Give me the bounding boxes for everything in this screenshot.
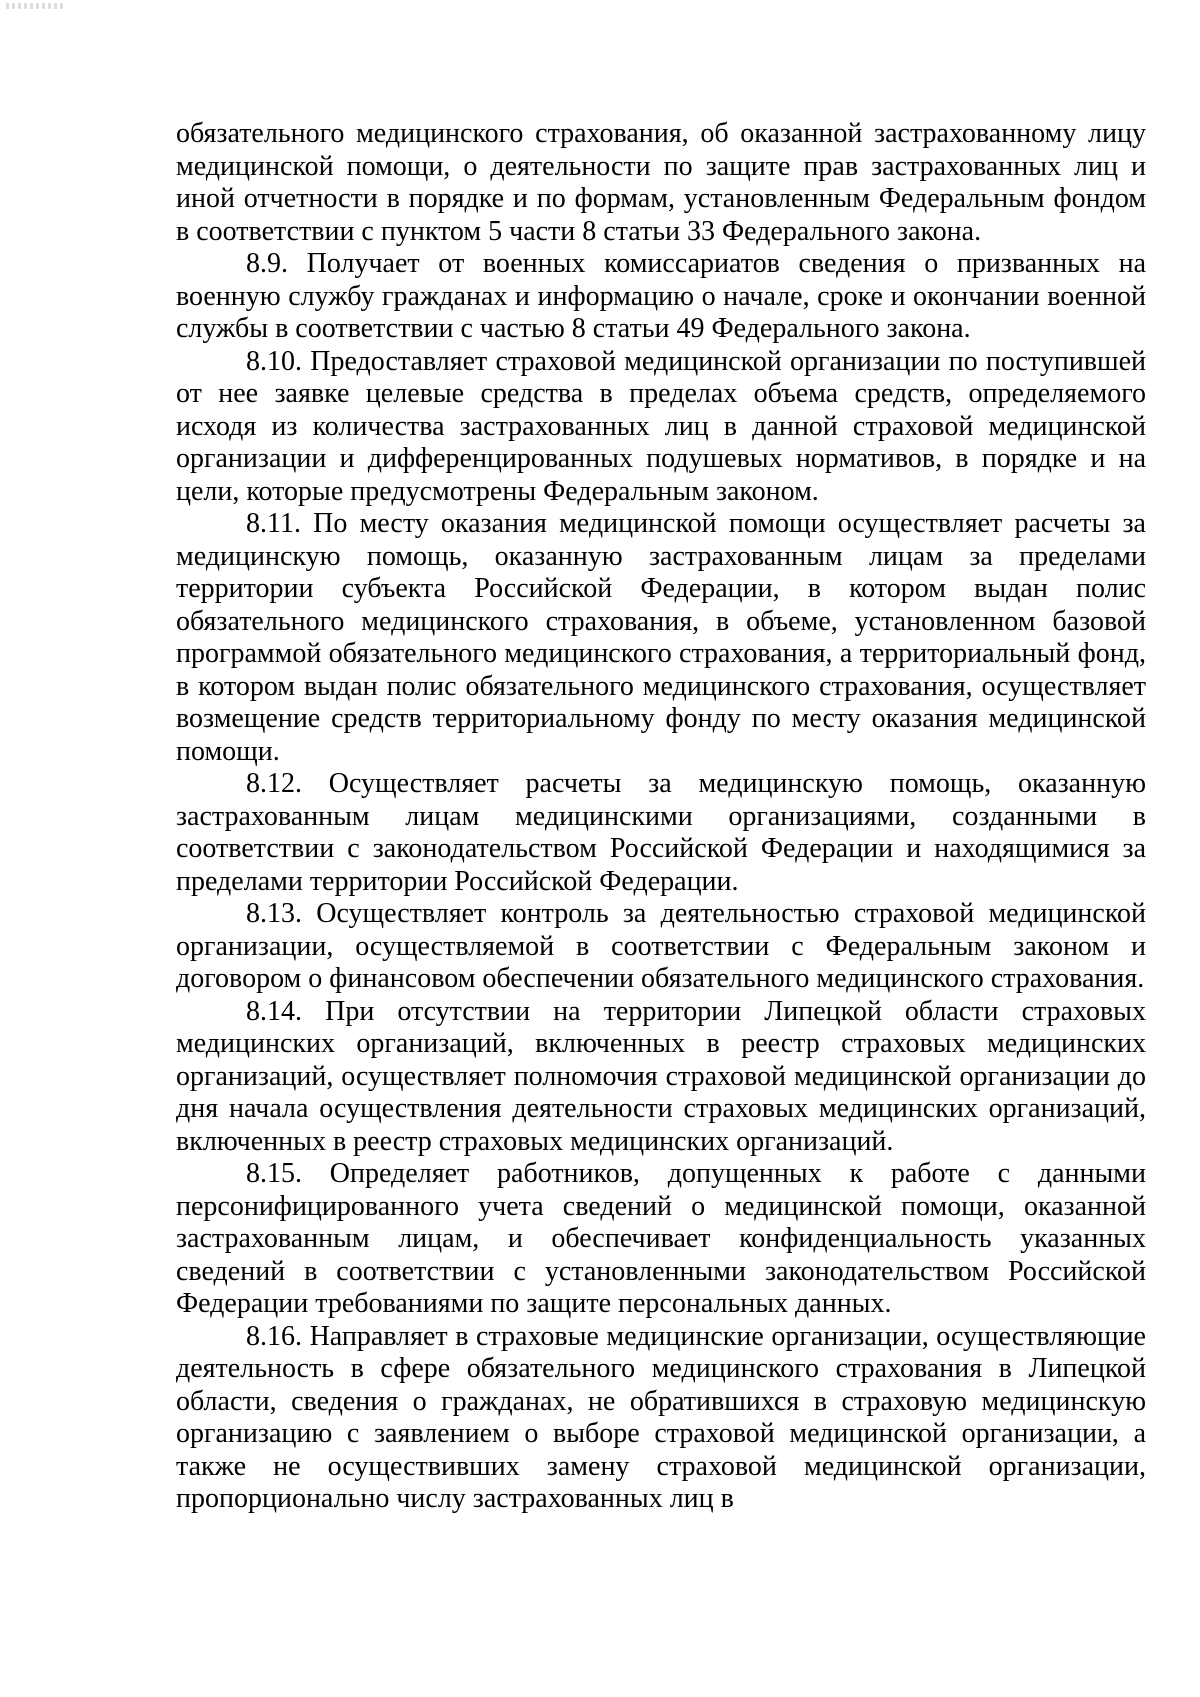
paragraph-8-13: 8.13. Осуществляет контроль за деятельностью страховой медицинской организации, осуществляемой в соответствии с Федеральным законом и договором о финансовом обеспечении обязательного медицинского страхования. — [176, 898, 1146, 994]
paragraph-continuation: обязательного медицинского страхования, об оказанной застрахованному лицу медицинской помощи, о деятельности по защите прав застрахованных лиц и иной отчетности в порядке и по формам, установленным Федеральным фондом в соответствии с пунктом 5 части 8 статьи 33 Федерального закона. — [176, 118, 1146, 247]
paragraph-8-10: 8.10. Предоставляет страховой медицинской организации по поступившей от нее заявке целевые средства в пределах объема средств, определяемого исходя из количества застрахованных лиц в данной страховой медицинской организации и дифференцированных подушевых нормативов, в порядке и на цели, которые предусмотрены Федеральным законом. — [176, 345, 1146, 507]
scan-artifact — [6, 3, 66, 9]
paragraph-8-14: 8.14. При отсутствии на территории Липецкой области страховых медицинских организаций, включенных в реестр страховых медицинских организаций, осуществляет полномочия страховой медицинской организации до дня начала осуществления деятельности страховых медицинских организаций, включенных в реестр страховых медицинских организаций. — [176, 995, 1146, 1157]
paragraph-8-9: 8.9. Получает от военных комиссариатов сведения о призванных на военную службу гражданах и информацию о начале, сроке и окончании военной службы в соответствии с частью 8 статьи 49 Федерального закона. — [176, 248, 1146, 344]
paragraph-8-11: 8.11. По месту оказания медицинской помощи осуществляет расчеты за медицинскую помощь, оказанную застрахованным лицам за пределами территории субъекта Российской Федерации, в котором выдан полис обязательного медицинского страхования, в объеме, установленном базовой программой обязательного медицинского страхования, а территориальный фонд, в котором выдан полис обязательного медицинского страхования, осуществляет возмещение средств территориальному фонду по месту оказания медицинской помощи. — [176, 508, 1146, 767]
paragraph-8-15: 8.15. Определяет работников, допущенных к работе с данными персонифицированного учета сведений о медицинской помощи, оказанной застрахованным лицам, и обеспечивает конфиденциальность указанных сведений в соответствии с установленными законодательством Российской Федерации требованиями по защите персональных данных. — [176, 1158, 1146, 1319]
paragraph-8-16: 8.16. Направляет в страховые медицинские организации, осуществляющие деятельность в сфере обязательного медицинского страхования в Липецкой области, сведения о гражданах, не обратившихся в страховую медицинскую организацию с заявлением о выборе страховой медицинской организации, а также не осуществивших замену страховой медицинской организации, пропорционально числу застрахованных лиц в — [176, 1320, 1146, 1514]
paragraph-8-12: 8.12. Осуществляет расчеты за медицинскую помощь, оказанную застрахованным лицам медицинскими организациями, созданными в соответствии с законодательством Российской Федерации и находящимися за пределами территории Российской Федерации. — [176, 768, 1146, 897]
document-body — [176, 118, 1146, 1516]
